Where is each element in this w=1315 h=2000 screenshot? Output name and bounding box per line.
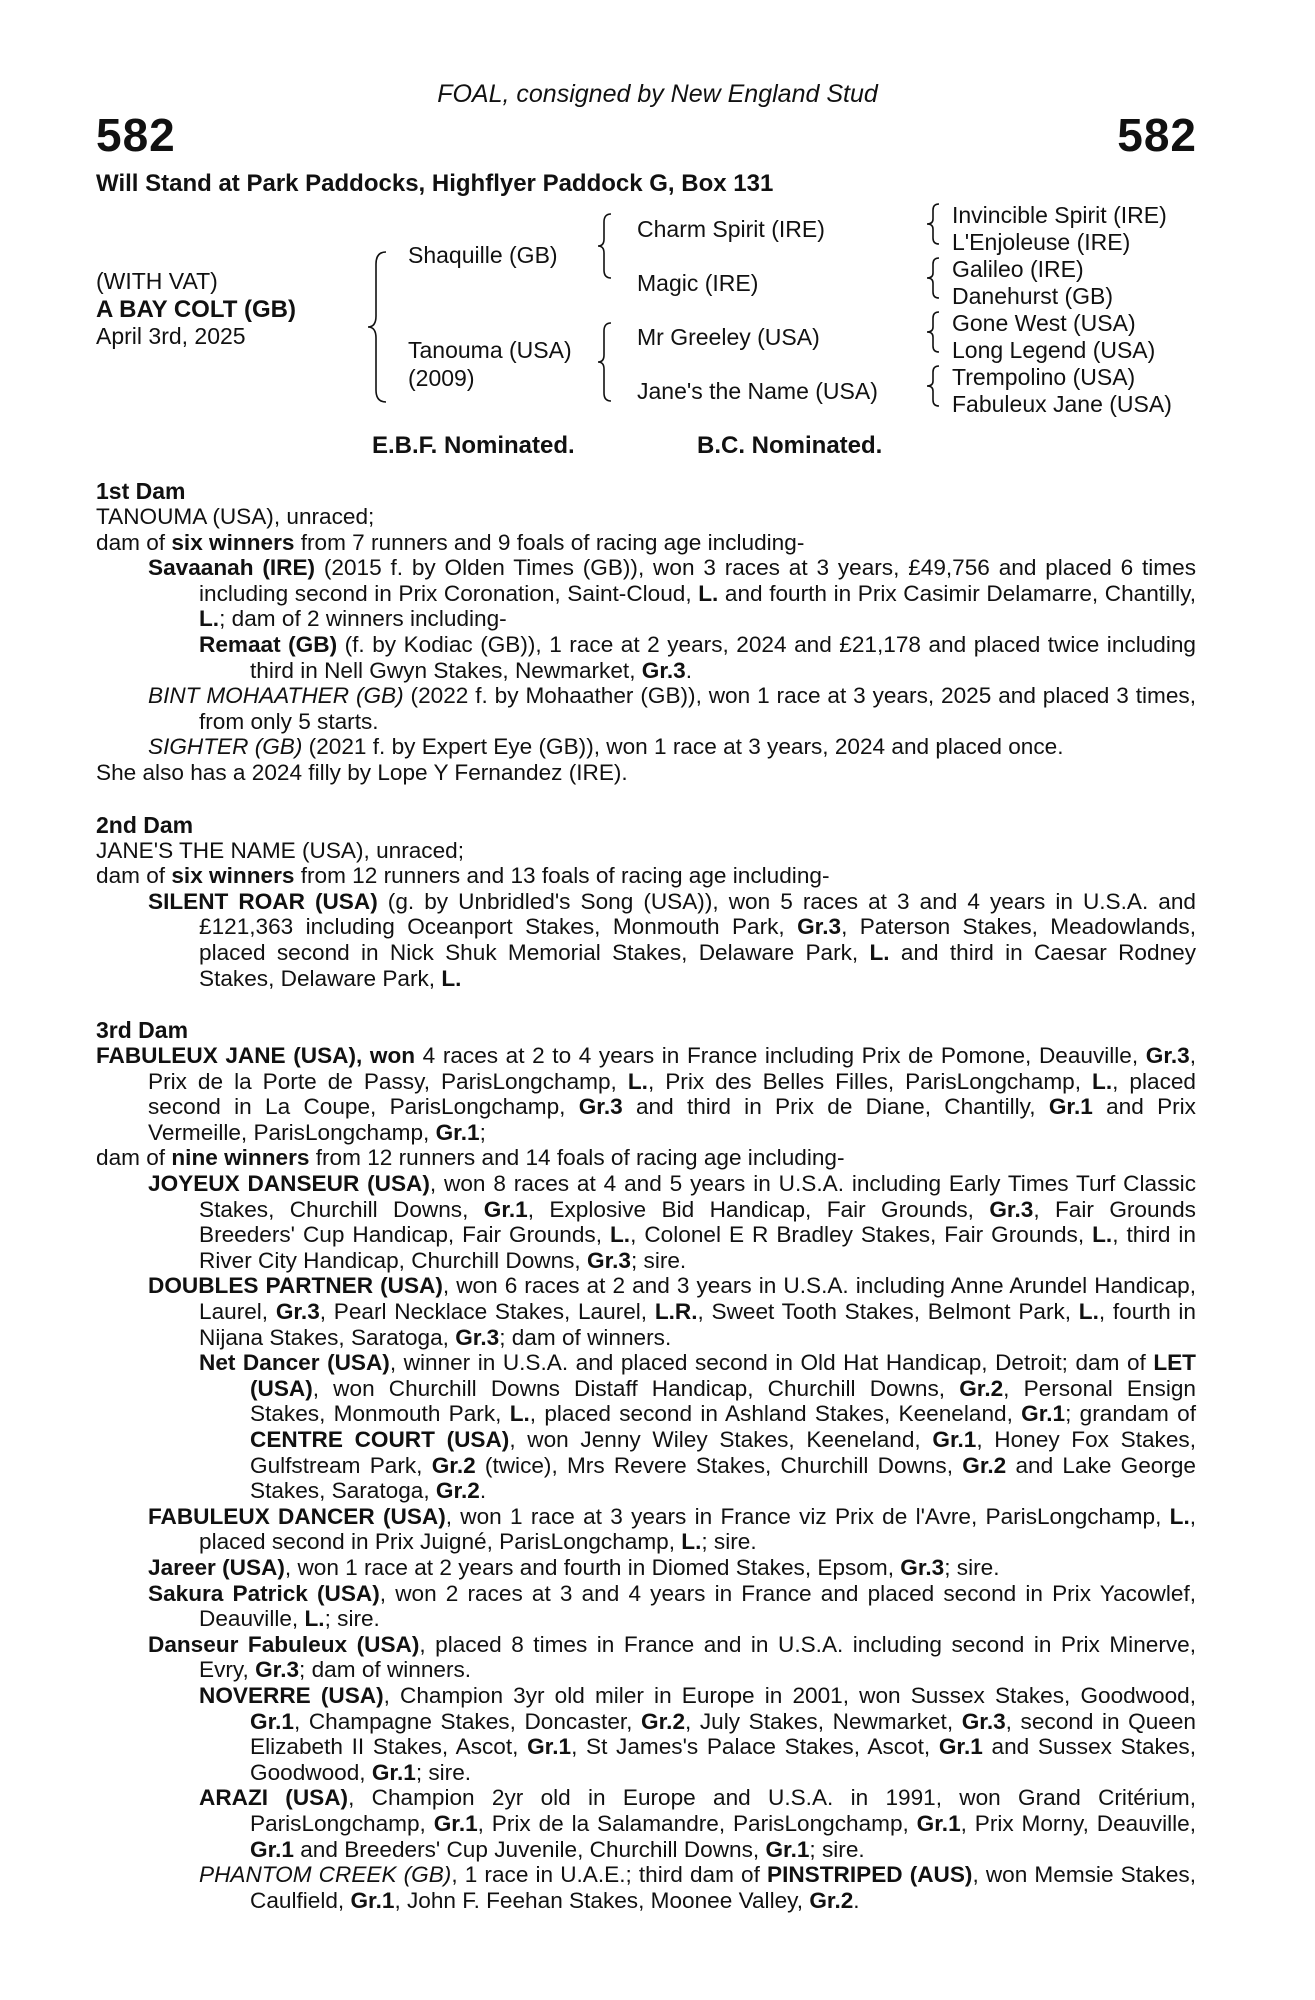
progeny-bint-mohaather: BINT MOHAATHER (GB) (2022 f. by Mohaather (GB)), won 1 race at 3 years, 2025 and placed 3 times, from only 5 starts. xyxy=(148,683,1196,734)
progeny-net-dancer: Net Dancer (USA), winner in U.S.A. and placed second in Old Hat Handicap, Detroit; dam of LET (USA), won Churchill Downs Distaff Handicap, Churchill Downs, Gr.2, Personal Ensign Stakes, Monmouth Park, L., placed second in Ashland Stakes, Keeneland, Gr.1; grandam of CENTRE COURT (USA), won Jenny Wiley Stakes, Keeneland, Gr.1, Honey Fox Stakes, Gulfstream Park, Gr.2 (twice), Mrs Revere Stakes, Churchill Downs, Gr.2 and Lake George Stakes, Saratoga, Gr.2. xyxy=(199,1350,1196,1504)
bc-nomination: B.C. Nominated. xyxy=(697,432,883,459)
dam-year: (2009) xyxy=(408,365,475,391)
second-dam-summary: dam of six winners from 12 runners and 13 foals of racing age including- xyxy=(96,863,830,889)
progeny-danseur-fabuleux: Danseur Fabuleux (USA), placed 8 times in France and in U.S.A. including second in Prix Minerve, Evry, Gr.3; dam of winners. xyxy=(148,1631,1196,1683)
first-dam-name: TANOUMA (USA), unraced; xyxy=(96,504,375,529)
ss-sire: Invincible Spirit (IRE) xyxy=(952,202,1167,228)
third-dam-record: FABULEUX JANE (USA), won 4 races at 2 to 4 years in France including Prix de Pomone, Deauville, Gr.3, Prix de la Porte de Passy, ParisLongchamp, L., Prix des Belles Filles, ParisLongchamp, L., placed second in La Coupe, ParisLongchamp, Gr.3 and third in Prix de Diane, Chantilly, Gr.1 and Prix Vermeille, ParisLongchamp, Gr.1; xyxy=(96,1043,1197,1145)
ebf-nomination: E.B.F. Nominated. xyxy=(372,432,575,459)
ss-dam: L'Enjoleuse (IRE) xyxy=(952,229,1131,255)
progeny-noverre: NOVERRE (USA), Champion 3yr old miler in Europe in 2001, won Sussex Stakes, Goodwood, Gr.1, Champagne Stakes, Doncaster, Gr.2, July Stakes, Newmarket, Gr.3, second in Queen Elizabeth II Stakes, Ascot, Gr.1, St James's Palace Stakes, Ascot, Gr.1 and Sussex Stakes, Goodwood, Gr.1; sire. xyxy=(199,1682,1197,1785)
dd-dam: Fabuleux Jane (USA) xyxy=(952,391,1172,417)
progeny-silent-roar: SILENT ROAR (USA) (g. by Unbridled's Song (USA)), won 5 races at 3 and 4 years in U.S.A. and £121,363 including Oceanport Stakes, Monmouth Park, Gr.3, Paterson Stakes, Meadowlands, placed second in Nick Shuk Memorial Stakes, Delaware Park, L. and third in Caesar Rodney Stakes, Delaware Park, L. xyxy=(148,888,1196,991)
lot-description: A BAY COLT (GB) xyxy=(96,296,297,323)
pedigree-brace-main xyxy=(366,250,390,404)
pedigree-notes xyxy=(96,478,1196,1913)
progeny-remaat: Remaat (GB) (f. by Kodiac (GB)), 1 race at 2 years, 2024 and £21,178 and placed twice including third in Nell Gwyn Stakes, Newmarket, Gr.3. xyxy=(199,631,1196,683)
progeny-arazi: ARAZI (USA), Champion 2yr old in Europe and U.S.A. in 1991, won Grand Critérium, ParisLongchamp, Gr.1, Prix de la Salamandre, ParisLongchamp, Gr.1, Prix Morny, Deauville, Gr.1 and Breeders' Cup Juvenile, Churchill Downs, Gr.1; sire. xyxy=(199,1785,1196,1862)
lot-number-left: 582 xyxy=(96,109,176,161)
second-dam-heading: 2nd Dam xyxy=(96,811,194,838)
pedigree-brace-ds xyxy=(925,310,941,354)
ds-sire: Gone West (USA) xyxy=(952,310,1136,336)
vat-note: (WITH VAT) xyxy=(96,268,218,294)
progeny-jareer: Jareer (USA), won 1 race at 2 years and fourth in Diomed Stakes, Epsom, Gr.3; sire. xyxy=(148,1554,1000,1580)
third-dam-heading: 3rd Dam xyxy=(96,1017,189,1044)
pedigree-brace-ss xyxy=(925,202,941,246)
first-dam-summary: dam of six winners from 7 runners and 9 foals of racing age including- xyxy=(96,529,805,555)
stabling-line: Will Stand at Park Paddocks, Highflyer Paddock G, Box 131 xyxy=(96,170,774,197)
third-dam-summary: dam of nine winners from 12 runners and 14 foals of racing age including- xyxy=(96,1145,845,1171)
sire-name: Shaquille (GB) xyxy=(408,242,558,268)
progeny-sighter: SIGHTER (GB) (2021 f. by Expert Eye (GB)), won 1 race at 3 years, 2024 and placed once. xyxy=(148,734,1064,760)
second-dam-name: JANE'S THE NAME (USA), unraced; xyxy=(96,837,465,863)
sire-dam: Magic (IRE) xyxy=(637,270,759,296)
progeny-joyeux-danseur: JOYEUX DANSEUR (USA), won 8 races at 4 and 5 years in U.S.A. including Early Times Turf Classic Stakes, Churchill Downs, Gr.1, Explosive Bid Handicap, Fair Grounds, Gr.3, Fair Grounds Breeders' Cup Handicap, Fair Grounds, L., Colonel E R Bradley Stakes, Fair Grounds, L., third in River City Handicap, Churchill Downs, Gr.3; sire. xyxy=(148,1171,1196,1273)
pedigree-brace-dam xyxy=(596,321,614,403)
dam-dam: Jane's the Name (USA) xyxy=(637,378,878,404)
dam-sire: Mr Greeley (USA) xyxy=(637,324,820,350)
sire-sire: Charm Spirit (IRE) xyxy=(637,216,825,242)
pedigree-brace-sd xyxy=(925,256,941,300)
pedigree-brace-sire xyxy=(596,212,614,280)
sd-dam: Danehurst (GB) xyxy=(952,283,1114,309)
first-dam-filly-note: She also has a 2024 filly by Lope Y Fernandez (IRE). xyxy=(96,759,628,785)
sd-sire: Galileo (IRE) xyxy=(952,256,1084,282)
first-dam-heading: 1st Dam xyxy=(96,478,186,504)
progeny-fabuleux-dancer: FABULEUX DANCER (USA), won 1 race at 3 years in France viz Prix de l'Avre, ParisLongchamp, L., placed second in Prix Juigné, ParisLongchamp, L.; sire. xyxy=(148,1503,1197,1555)
progeny-sakura-patrick: Sakura Patrick (USA), won 2 races at 3 and 4 years in France and placed second in Prix Yacowlef, Deauville, L.; sire. xyxy=(148,1580,1197,1632)
dam-name: Tanouma (USA) xyxy=(408,337,572,363)
consignor-line: FOAL, consigned by New England Stud xyxy=(437,80,878,108)
lot-number-right: 582 xyxy=(1117,109,1197,161)
ds-dam: Long Legend (USA) xyxy=(952,337,1156,363)
progeny-savaanah: Savaanah (IRE) (2015 f. by Olden Times (GB)), won 3 races at 3 years, £49,756 and placed 6 times including second in Prix Coronation, Saint-Cloud, L. and fourth in Prix Casimir Delamarre, Chantilly, L.; dam of 2 winners including- xyxy=(148,555,1196,632)
progeny-phantom-creek: PHANTOM CREEK (GB), 1 race in U.A.E.; third dam of PINSTRIPED (AUS), won Memsie Stakes, Caulfield, Gr.1, John F. Feehan Stakes, Moonee Valley, Gr.2. xyxy=(199,1862,1196,1913)
pedigree-brace-dd xyxy=(925,364,941,408)
foaling-date: April 3rd, 2025 xyxy=(96,323,246,349)
progeny-doubles-partner: DOUBLES PARTNER (USA), won 6 races at 2 and 3 years in U.S.A. including Anne Arundel Handicap, Laurel, Gr.3, Pearl Necklace Stakes, Laurel, L.R., Sweet Tooth Stakes, Belmont Park, L., fourth in Nijana Stakes, Saratoga, Gr.3; dam of winners. xyxy=(148,1273,1196,1350)
dd-sire: Trempolino (USA) xyxy=(952,364,1136,390)
